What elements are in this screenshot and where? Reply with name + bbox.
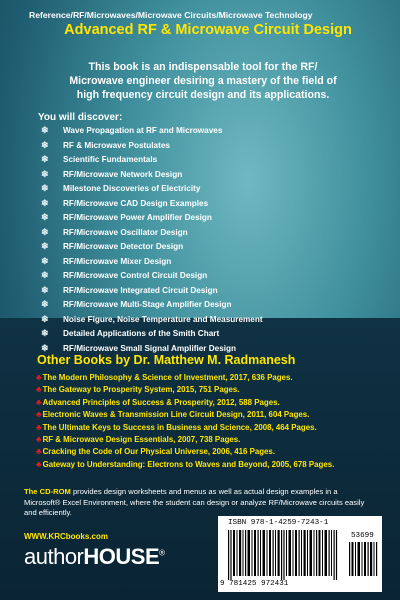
list-item-label: RF & Microwave Postulates [63, 140, 170, 150]
list-item-label: RF/Microwave Mixer Design [63, 256, 172, 266]
book-item-label: RF & Microwave Design Essentials, 2007, 738 Pages. [42, 434, 241, 444]
list-item-label: RF/Microwave Oscillator Design [63, 227, 188, 237]
intro-line: This book is an indispensable tool for the RF/ [88, 61, 318, 73]
book-item-label: The Ultimate Keys to Success in Business and Science, 2008, 464 Pages. [42, 422, 317, 432]
list-item [38, 196, 263, 211]
book-item [36, 383, 334, 395]
book-item-label: The Gateway to Prosperity System, 2015, 751 Pages. [42, 385, 240, 395]
other-books-heading: Other Books by Dr. Matthew M. Radmanesh [37, 353, 296, 367]
book-item-label: The Modern Philosophy & Science of Investment, 2017, 636 Pages. [42, 373, 293, 382]
barcode-digits: 9 781425 972431 [220, 580, 289, 588]
list-item-label: RF/Microwave Small Signal Amplifier Design [63, 343, 237, 353]
snowflake-icon: ❄ [41, 313, 49, 324]
registered-mark: ® [159, 548, 165, 558]
club-suit-icon: ♣ [36, 372, 42, 382]
isbn-text: ISBN 978-1-4259-7243-1 [228, 519, 329, 527]
book-item [36, 371, 334, 383]
snowflake-icon: ❄ [41, 139, 49, 150]
intro-line: Microwave engineer desiring a mastery of the field of [69, 75, 337, 87]
club-suit-icon: ♣ [36, 409, 42, 420]
snowflake-icon: ❄ [41, 197, 49, 208]
website-link[interactable]: WWW.KRCbooks.com [24, 532, 108, 541]
list-item [38, 181, 263, 196]
list-item-label: Detailed Applications of the Smith Chart [63, 329, 220, 338]
book-item-label: Electronic Waves & Transmission Line Circuit Design, 2011, 604 Pages. [42, 410, 310, 420]
other-books-list [36, 371, 334, 470]
book-item [36, 458, 334, 470]
list-item [38, 138, 263, 153]
intro-paragraph [48, 60, 358, 102]
snowflake-icon: ❄ [41, 212, 49, 222]
book-item [36, 421, 334, 433]
list-item [38, 239, 263, 254]
list-item-label: Noise Figure, Noise Temperature and Measurement [63, 314, 263, 324]
snowflake-icon: ❄ [41, 270, 49, 280]
list-item [38, 297, 263, 312]
book-item [36, 396, 334, 408]
book-item [36, 408, 334, 420]
book-item [36, 445, 334, 457]
price-code: 53699 [351, 532, 374, 540]
list-item [38, 123, 263, 138]
snowflake-icon: ❄ [41, 183, 49, 193]
list-item-label: Scientific Fundamentals [63, 155, 158, 164]
club-suit-icon: ♣ [36, 421, 42, 432]
book-item [36, 433, 334, 445]
list-item-label: Wave Propagation at RF and Microwaves [63, 126, 223, 135]
snowflake-icon: ❄ [41, 241, 49, 251]
cdrom-text: provides design worksheets and menus as well as actual design examples in a Microsoft® Excel Environment, where the student can design or analyze RF/Microwave circuits easily and efficiently. [24, 487, 365, 517]
club-suit-icon: ♣ [36, 446, 42, 457]
list-item [38, 167, 263, 182]
category-line: Reference/RF/Microwaves/Microwave Circuits/Microwave Technology [29, 10, 313, 20]
barcode-box [218, 516, 382, 592]
snowflake-icon: ❄ [41, 342, 49, 353]
book-title: Advanced RF & Microwave Circuit Design [64, 22, 352, 38]
list-item-label: RF/Microwave Detector Design [63, 242, 184, 251]
book-item-label: Cracking the Code of Our Physical Universe, 2006, 416 Pages. [42, 447, 276, 457]
list-item-label: Milestone Discoveries of Electricity [63, 184, 201, 193]
snowflake-icon: ❄ [41, 328, 49, 338]
list-item [38, 326, 263, 341]
snowflake-icon: ❄ [41, 168, 49, 179]
book-item-label: Gateway to Understanding: Electrons to Waves and Beyond, 2005, 678 Pages. [42, 459, 335, 469]
list-item-label: RF/Microwave Control Circuit Design [63, 271, 208, 280]
publisher-logo-part2: HOUSE [83, 544, 160, 569]
list-item-label: RF/Microwave Integrated Circuit Design [63, 285, 218, 295]
list-item [38, 312, 263, 327]
snowflake-icon: ❄ [41, 125, 49, 135]
list-item [38, 268, 263, 283]
snowflake-icon: ❄ [41, 154, 49, 164]
publisher-logo [24, 544, 165, 570]
list-item-label: RF/Microwave Network Design [63, 169, 183, 179]
intro-line: high frequency circuit design and its applications. [76, 89, 330, 101]
list-item [38, 254, 263, 269]
list-item-label: RF/Microwave Multi-Stage Amplifier Design [63, 300, 232, 309]
club-suit-icon: ♣ [36, 384, 42, 395]
snowflake-icon: ❄ [41, 226, 49, 237]
list-item [38, 152, 263, 167]
publisher-logo-part1: author [24, 544, 84, 569]
cdrom-paragraph [24, 487, 376, 519]
list-item-label: RF/Microwave Power Amplifier Design [63, 213, 212, 222]
snowflake-icon: ❄ [41, 299, 49, 309]
discover-list [38, 123, 263, 355]
list-item [38, 225, 263, 240]
list-item-label: RF/Microwave CAD Design Examples [63, 198, 209, 208]
list-item [38, 283, 263, 298]
discover-heading: You will discover: [38, 112, 123, 123]
club-suit-icon: ♣ [36, 458, 42, 469]
club-suit-icon: ♣ [36, 396, 42, 407]
snowflake-icon: ❄ [41, 284, 49, 295]
snowflake-icon: ❄ [41, 255, 49, 266]
list-item [38, 210, 263, 225]
club-suit-icon: ♣ [36, 433, 42, 444]
cdrom-highlight: The CD-ROM [24, 487, 71, 496]
book-item-label: Advanced Principles of Success & Prosperity, 2012, 588 Pages. [42, 397, 280, 407]
